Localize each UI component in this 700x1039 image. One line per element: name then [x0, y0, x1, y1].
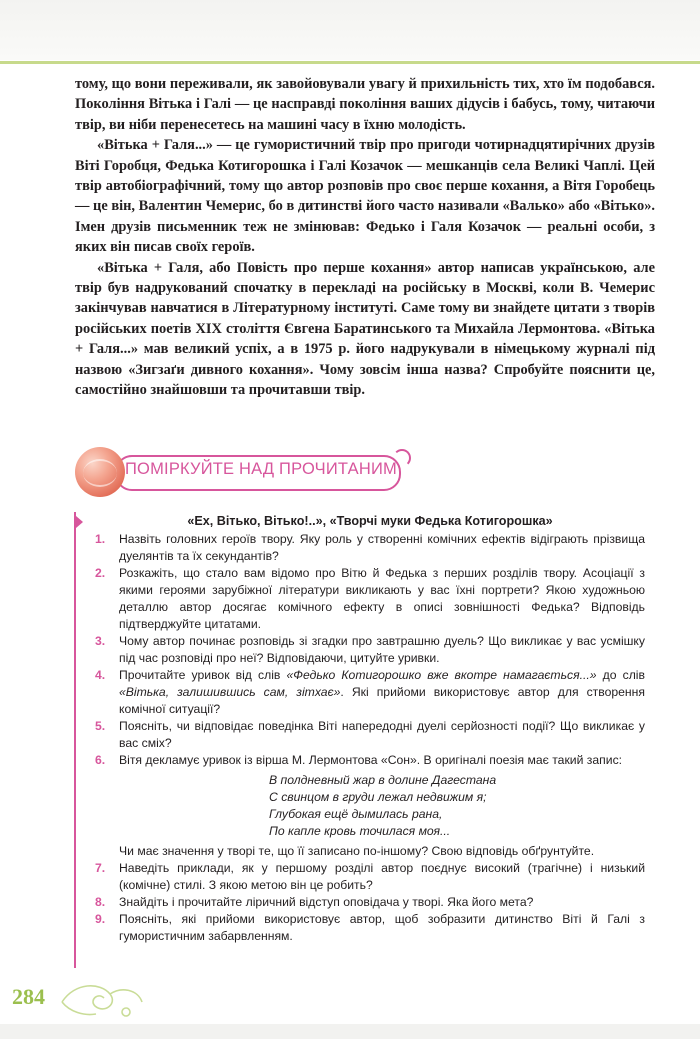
questions-heading: «Ех, Вітько, Вітько!..», «Творчі муки Федька Котигорошка»	[187, 514, 553, 528]
question-item	[95, 752, 645, 860]
question-text: Поясніть, чи відповідає поведінка Віті напередодні дуелі серйозності події? Що викликає у вас сміх?	[119, 719, 645, 750]
question-text-part: до слів	[596, 668, 645, 682]
question-item	[95, 667, 645, 718]
question-followup: Чи має значення у творі те, що її записано по-іншому? Свою відповідь обґрунтуйте.	[119, 844, 595, 858]
question-text	[119, 668, 645, 716]
question-number: 4.	[95, 668, 106, 682]
poem-excerpt	[269, 772, 645, 840]
paragraph: тому, що вони переживали, як завойовували увагу й прихильність тих, хто їм подобався. Покоління Вітька і Галі — це насправді покоління ваших дідусів і бабусь, тому, читаючи твір, ви ніби перенесетесь на машині часу в їхню молодість.	[75, 76, 655, 133]
question-text: Поясніть, які прийоми використовує автор, щоб зобразити дитинство Віті й Галі з гумористичним забарвленням.	[119, 912, 645, 943]
question-number: 3.	[95, 634, 106, 648]
top-rule	[0, 61, 700, 64]
question-number: 8.	[95, 895, 106, 909]
question-item	[95, 894, 645, 911]
question-text-part: Прочитайте уривок від слів	[119, 668, 287, 682]
quoted-start-phrase: «Федько Котигорошко вже вкотре намагається...»	[286, 668, 597, 682]
question-item	[95, 860, 645, 894]
question-number: 7.	[95, 861, 106, 875]
question-text: Чому автор починає розповідь зі згадки про завтрашню дуель? Що викликає у вас усмішку під час розповіді про неї? Відповідаючи, цитуйте уривки.	[119, 634, 645, 665]
question-item	[95, 718, 645, 752]
question-text: Назвіть головних героїв твору. Яку роль у створенні комічних ефектів відіграють прізвища дуелянтів та їх секундантів?	[119, 532, 645, 563]
question-number: 5.	[95, 719, 106, 733]
question-text: Розкажіть, що стало вам відомо про Вітю й Федька з перших розділів твору. Асоціації з якими героями зарубіжної літератури викликають у вас їхні портрети? Якою художньою деталлю автор досягає комічного ефекту в описі зовнішності Федька? Відповідь підтверджуйте цитатами.	[119, 566, 645, 631]
question-text: Знайдіть і прочитайте ліричний відступ оповідача у творі. Яка його мета?	[119, 895, 534, 909]
question-text-part: . Які прийоми використовує автор для створення комічної ситуації?	[119, 685, 645, 716]
question-number: 6.	[95, 753, 106, 767]
poem-line: Глубокая ещё дымилась рана,	[269, 807, 443, 821]
quoted-end-phrase: «Вітька, залишившись сам, зітхає»	[119, 685, 341, 699]
paragraph: «Вітька + Галя...» — це гумористичний твір про пригоди чотирнадцятирічних друзів Віті Горобця, Федька Котигорошка і Галі Козачок — мешканців села Великі Чаплі. Цей твір автобіографічний, тому що автор розповів про своє перше кохання, а Вітя Горобець — це він, Валентин Чемерис, бо в дитинстві його часто називали «Валько» або «Вітько». Імен друзів письменник теж не змінював: Федько і Галя Козачок — реальні особи, з яких він писав своїх героїв.	[75, 137, 655, 256]
question-item	[95, 565, 645, 633]
top-band	[0, 0, 700, 60]
intro-text	[75, 74, 655, 401]
poem-line: В полдневный жар в долине Дагестана	[269, 773, 497, 787]
question-item	[95, 633, 645, 667]
question-number: 2.	[95, 566, 106, 580]
poem-line: По капле кровь точилася моя...	[269, 824, 451, 838]
section-header	[75, 447, 405, 497]
question-number: 1.	[95, 532, 106, 546]
decorative-ball-icon	[75, 447, 125, 497]
questions-side-rule	[74, 512, 76, 968]
section-title: ПОМІРКУЙТЕ НАД ПРОЧИТАНИМ	[125, 460, 397, 478]
page-number: 284	[12, 984, 45, 1009]
poem-line: С свинцом в груди лежал недвижим я;	[269, 790, 487, 804]
question-number: 9.	[95, 912, 106, 926]
question-text: Вітя декламує уривок із вірша М. Лермонтова «Сон». В оригіналі поезія має такий запис:	[119, 753, 623, 767]
question-item	[95, 531, 645, 565]
triangle-marker-icon	[76, 516, 83, 528]
question-text: Наведіть приклади, як у першому розділі автор поєднує високий (трагічне) і низький (комічне) стилі. З якою метою він це робить?	[119, 861, 645, 892]
question-item	[95, 911, 645, 945]
paragraph: «Вітька + Галя, або Повість про перше кохання» автор написав українською, але твір був надрукований спочатку в перекладі на російську в Москві, коли В. Чемерис закінчував навчатися в Літературному інституті. Саме тому ви знайдете цитати з творів російських поетів XIX століття Євгена Баратинського та Михайла Лермонтова. «Вітька + Галя...» мав великий успіх, а в 1975 р. його надрукували в німецькому журналі під назвою «Зигзаґи дивного кохання». Чому зовсім інша назва? Спробуйте пояснити це, самостійно знайшовши та прочитавши твір.	[75, 259, 655, 399]
questions-block	[95, 513, 645, 945]
bottom-band	[0, 1024, 700, 1039]
